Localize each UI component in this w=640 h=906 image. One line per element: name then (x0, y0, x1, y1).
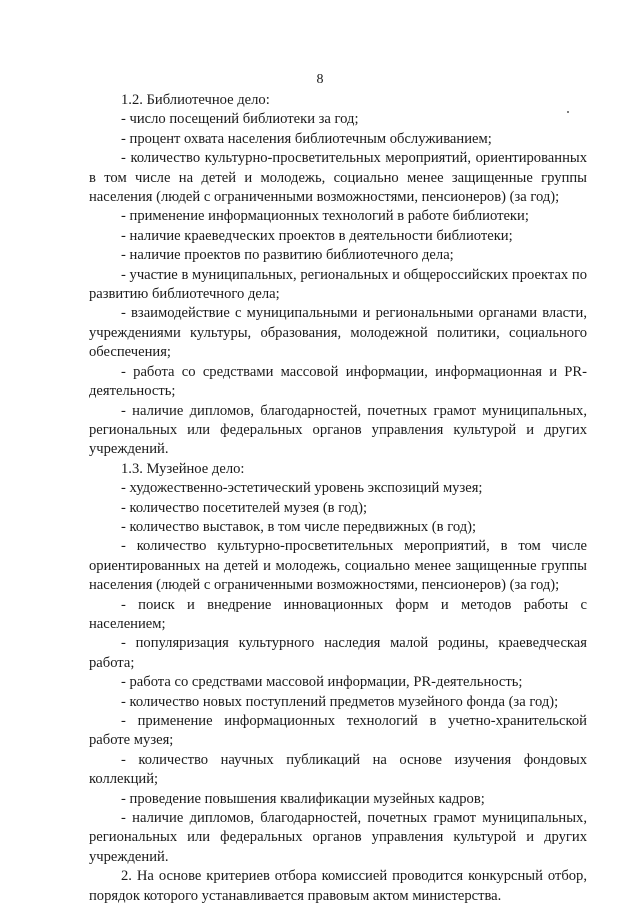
list-item: - работа со средствами массовой информации, PR-деятельность; (121, 674, 523, 691)
list-item: - взаимодействие с муниципальными и региональными органами власти, учреждениями культуры, образования, молодежной политики, социального обеспечения; (89, 305, 587, 361)
list-item: - поиск и внедрение инновационных форм и методов работы с населением; (89, 596, 587, 632)
list-item: - применение информационных технологий в работе библиотеки; (121, 208, 529, 225)
list-item: - число посещений библиотеки за год; (121, 111, 359, 128)
list-item: - применение информационных технологий в учетно-хранительской работе музея; (89, 713, 587, 749)
list-item: - популяризация культурного наследия малой родины, краеведческая работа; (89, 635, 587, 671)
list-item: - наличие дипломов, благодарностей, почетных грамот муниципальных, региональных или федеральных органов управления культурой и других учреждений. (89, 402, 587, 458)
section-heading-museum: 1.3. Музейное дело: (121, 460, 245, 477)
list-item: - участие в муниципальных, региональных и общероссийских проектах по развитию библиотечного дела; (89, 266, 587, 303)
list-item: - количество культурно-просветительных мероприятий, ориентированных в том числе на детей и молодежь, социально менее защищенные группы населения (людей с ограниченными возможностями, пенсионеров) (за год); (89, 150, 587, 206)
list-item: - наличие проектов по развитию библиотечного дела; (121, 247, 454, 264)
section-heading-library: 1.2. Библиотечное дело: (121, 92, 270, 108)
list-item: - работа со средствами массовой информации, информационная и PR-деятельность; (89, 363, 587, 400)
list-item: - количество новых поступлений предметов музейного фонда (за год); (121, 693, 559, 710)
list-item: - количество культурно-просветительных мероприятий, в том числе ориентированных на детей и молодежь, социально менее защищенные группы населения (людей с ограниченными возможностями, пенсионеров) (за год); (89, 538, 587, 594)
document-body (89, 91, 587, 906)
list-item: - процент охвата населения библиотечным обслуживанием; (121, 130, 492, 147)
list-item: - количество посетителей музея (в год); (121, 499, 368, 516)
closing-paragraph: 2. На основе критериев отбора комиссией проводится конкурсный отбор, порядок которого устанавливается правовым актом министерства. (89, 868, 587, 904)
list-item: - художественно-эстетический уровень экспозиций музея; (121, 480, 483, 497)
list-item: - проведение повышения квалификации музейных кадров; (121, 790, 485, 807)
list-item: - количество научных публикаций на основе изучения фондовых коллекций; (89, 751, 587, 788)
list-item: - наличие краеведческих проектов в деятельности библиотеки; (121, 227, 513, 244)
list-item: - наличие дипломов, благодарностей, почетных грамот муниципальных, региональных или федеральных органов управления культурой и других учреждений. (89, 810, 587, 865)
page-number: 8 (316, 72, 324, 87)
list-item: - количество выставок, в том числе передвижных (в год); (121, 518, 477, 535)
